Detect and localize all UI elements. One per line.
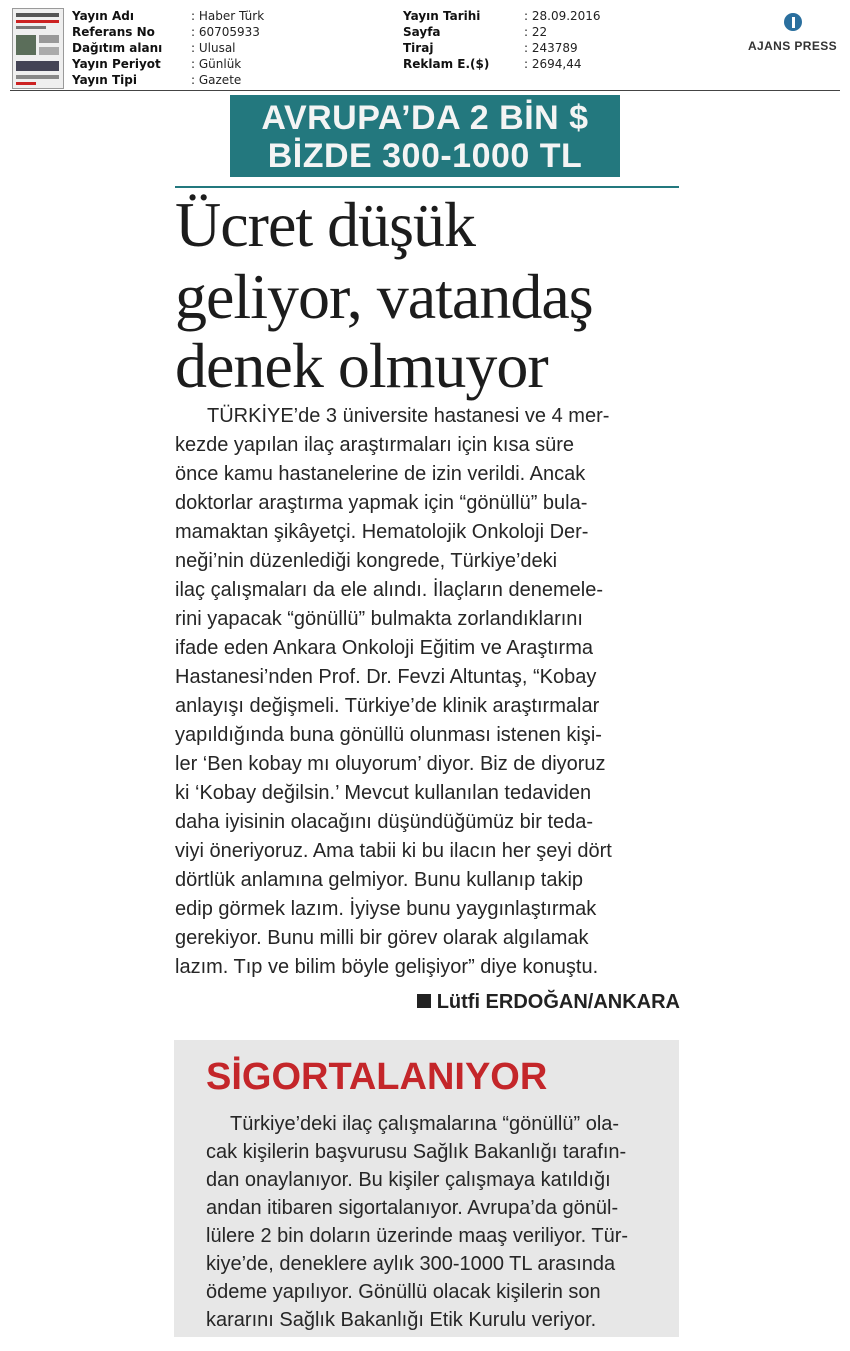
box-line: andan itibaren sigortalanıyor. Avrupa’da gönül- (206, 1197, 619, 1219)
ajans-press-logo (745, 11, 840, 56)
box-line: cak kişilerin başvurusu Sağlık Bakanlığı tarafın- (206, 1141, 627, 1163)
body-line: TÜRKİYE’de 3 üniversite hastanesi ve 4 mer- (207, 405, 610, 427)
kicker-line-2: BİZDE 300-1000 TL (267, 137, 583, 175)
body-line: ilaç çalışmaları da ele alındı. İlaçların denemele- (175, 579, 603, 601)
reference-value: : 60705933 (191, 25, 260, 39)
body-line: neği’nin düzenlediği kongrede, Türkiye’deki (175, 550, 558, 572)
headline-rule (175, 186, 679, 188)
body-line: ifade eden Ankara Onkoloji Eğitim ve Araştırma (175, 637, 593, 659)
date-label: Yayın Tarihi (403, 9, 481, 23)
body-line: yapıldığında buna gönüllü olunması istenen kişi- (175, 724, 602, 746)
box-line: Türkiye’deki ilaç çalışmalarına “gönüllü” ola- (230, 1113, 620, 1135)
distribution-value: : Ulusal (191, 41, 236, 55)
box-line: kararını Sağlık Bakanlığı Etik Kurulu veriyor. (206, 1309, 597, 1331)
ad-value-label: Reklam E.($) (403, 57, 490, 71)
body-line: ki ‘Kobay değilsin.’ Mevcut kullanılan tedaviden (175, 782, 592, 804)
byline-square-icon (417, 994, 431, 1008)
publication-value: : Haber Türk (191, 9, 265, 23)
circulation-value: : 243789 (524, 41, 578, 55)
box-line: dan onaylanıyor. Bu kişiler çalışmaya katıldığı (206, 1169, 611, 1191)
box-title: SİGORTALANIYOR (206, 1056, 548, 1098)
period-value: : Günlük (191, 57, 242, 71)
newspaper-page-thumbnail (12, 8, 64, 89)
body-line: viyi öneriyoruz. Ama tabii ki bu ilacın her şeyi dört (175, 840, 612, 862)
sidebar-box (174, 1040, 679, 1337)
headline-line-2: geliyor, vatandaş (175, 261, 593, 332)
period-label: Yayın Periyot (72, 57, 161, 71)
byline-text: Lütfi ERDOĞAN/ANKARA (436, 991, 680, 1013)
body-line: rini yapacak “gönüllü” bulmakta zorlandıklarını (175, 608, 583, 630)
date-value: : 28.09.2016 (524, 9, 601, 23)
body-line: dörtlük anlamına gelmiyor. Bunu kullanıp takip (175, 869, 584, 891)
body-line: edip görmek lazım. İyiyse bunu yaygınlaştırmak (175, 898, 597, 920)
body-line: lazım. Tıp ve bilim böyle gelişiyor” diye konuştu. (175, 956, 599, 978)
body-line: önce kamu hastanelerine de izin verildi. Ancak (175, 463, 586, 485)
distribution-label: Dağıtım alanı (72, 41, 163, 55)
page-label: Sayfa (403, 25, 441, 39)
body-line: daha iyisinin olacağını düşündüğümüz bir teda- (175, 811, 594, 833)
body-line: kezde yapılan ilaç araştırmaları için kısa süre (175, 434, 575, 456)
kicker-banner (230, 95, 620, 177)
body-line: doktorlar araştırma yapmak için “gönüllü” bula- (175, 492, 588, 514)
box-line: lülere 2 bin doların üzerinde maaş veriliyor. Tür- (206, 1225, 629, 1247)
logo-mark-icon (784, 13, 802, 31)
box-line: kiye’de, deneklere aylık 300-1000 TL arasında (206, 1253, 616, 1275)
type-label: Yayın Tipi (72, 73, 137, 87)
headline-line-3: denek olmuyor (175, 330, 548, 401)
reference-label: Referans No (72, 25, 155, 39)
clipping-header (10, 6, 840, 90)
body-line: anlayışı değişmeli. Türkiye’de klinik araştırmalar (175, 695, 600, 717)
type-value: : Gazete (191, 73, 242, 87)
page-value: : 22 (524, 25, 548, 39)
kicker-line-1: AVRUPA’DA 2 BİN $ (261, 99, 589, 137)
byline (400, 989, 680, 1015)
ad-value-value: : 2694,44 (524, 57, 582, 71)
circulation-label: Tiraj (403, 41, 434, 55)
logo-text: AJANS PRESS (747, 39, 838, 53)
body-line: Hastanesi’nden Prof. Dr. Fevzi Altuntaş, “Kobay (175, 666, 597, 688)
headline-line-1: Ücret düşük (175, 189, 476, 260)
box-line: ödeme yapılıyor. Gönüllü olacak kişilerin son (206, 1281, 601, 1303)
body-line: gerekiyor. Bunu milli bir görev olarak algılamak (175, 927, 589, 949)
body-line: mamaktan şikâyetçi. Hematolojik Onkoloji Der- (175, 521, 589, 543)
body-line: ler ‘Ben kobay mı oluyorum’ diyor. Biz de diyoruz (175, 753, 606, 775)
publication-label: Yayın Adı (72, 9, 134, 23)
header-divider (10, 90, 840, 91)
